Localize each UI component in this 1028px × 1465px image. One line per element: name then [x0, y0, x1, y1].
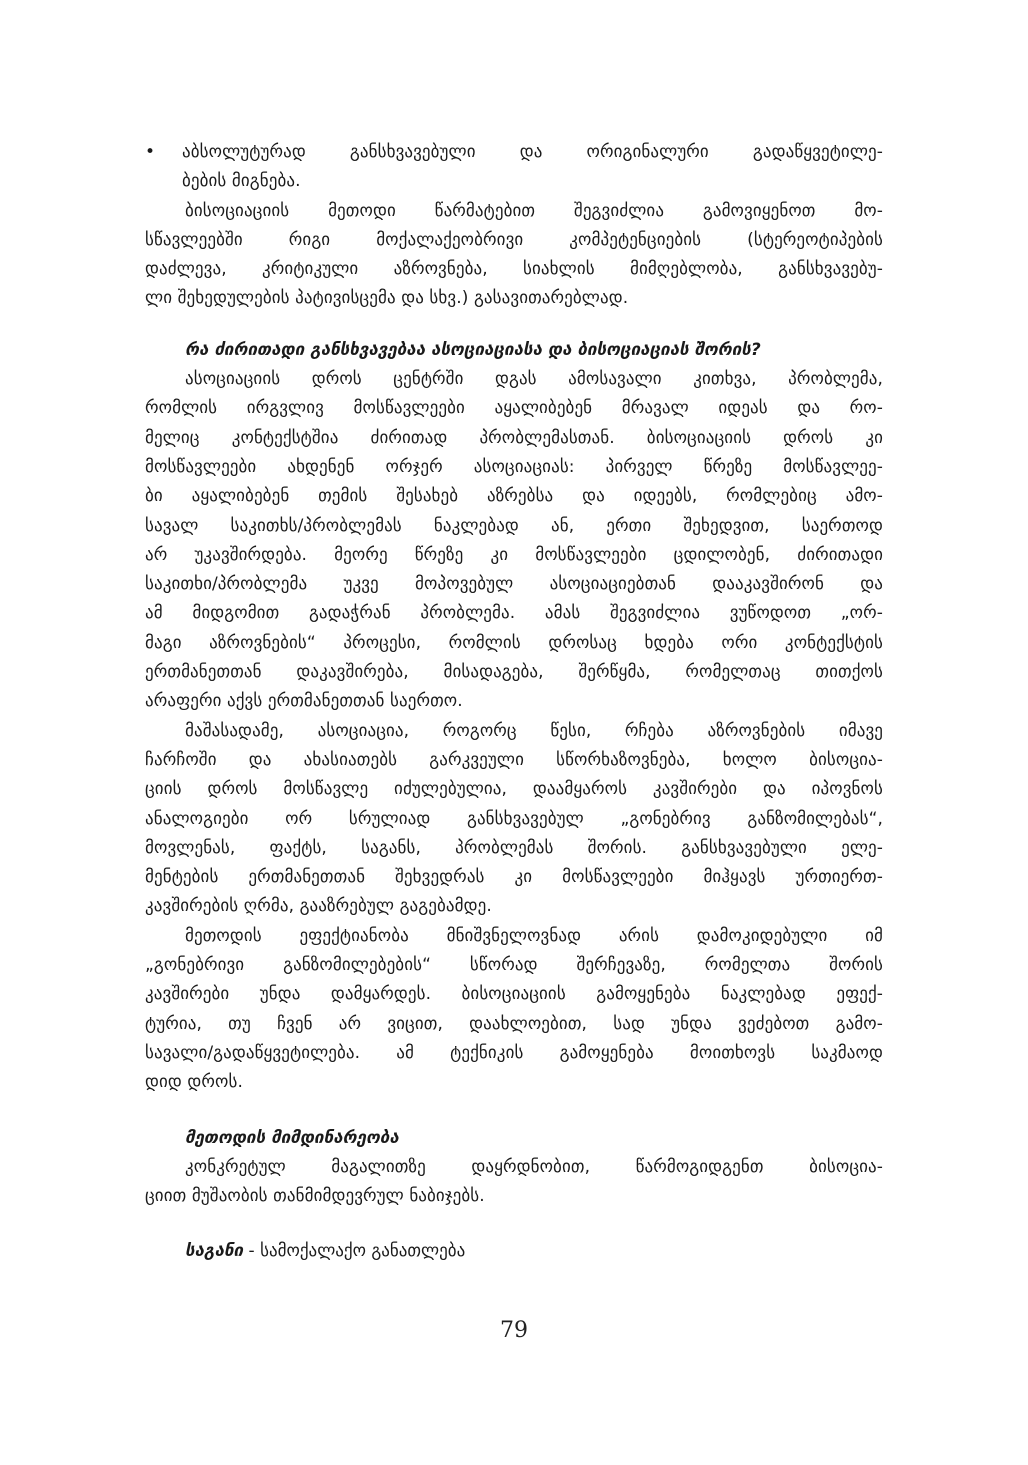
bullet-text-line: ბების მიგნება. — [182, 171, 301, 192]
text-line: მოსწავლეები ახდენენ ორჯერ ასოციაციას: პირველ წრეზე მოსწავლეე- — [145, 456, 883, 477]
text-line: ჩარჩოში და ახასიათებს გარკვეული სწორხაზოვნება, ხოლო ბისოცია- — [145, 749, 883, 770]
text-line: რომლის ირგვლივ მოსწავლეები აყალიბებენ მრავალ იდეას და რო- — [145, 398, 883, 419]
document-page — [145, 138, 883, 1267]
subject-text: - სამოქალაქო განათლება — [243, 1241, 466, 1262]
text-line: კავშირები უნდა დამყარდეს. ბისოციაციის გამოყენება ნაკლებად ეფექ- — [145, 984, 883, 1005]
text-line: ერთმანეთთან დაკავშირება, მისადაგება, შერწყმა, რომელთაც თითქოს — [145, 662, 883, 683]
text-line: მაგი აზროვნების“ პროცესი, რომლის დროსაც ხდება ორი კონტექსტის — [145, 632, 883, 653]
text-line: ტურია, თუ ჩვენ არ ვიცით, დაახლოებით, სად უნდა ვეძებოთ გამო- — [145, 1013, 883, 1034]
text-line: ასოციაციის დროს ცენტრში დგას ამოსავალი კითხვა, პრობლემა, — [185, 369, 883, 390]
text-line: დაძლევა, კრიტიკული აზროვნება, სიახლის მიმღებლობა, განსხვავებუ- — [145, 259, 883, 280]
text-line: ანალოგიები ორ სრულიად განსხვავებულ „გონებრივ განზომილებას“, — [145, 808, 883, 829]
text-line: მენტების ერთმანეთთან შეხვედრას კი მოსწავლეები მიჰყავს ურთიერთ- — [145, 867, 883, 888]
page-number: 79 — [500, 1318, 528, 1343]
paragraph-2 — [145, 365, 883, 717]
text-line: არ უკავშირდება. მეორე წრეზე კი მოსწავლეები ცდილობენ, ძირითადი — [145, 544, 883, 565]
paragraph-4 — [145, 922, 883, 1098]
text-line: სავალ საკითხს/პრობლემას ნაკლებად ან, ერთი შეხედვით, საერთოდ — [145, 515, 883, 536]
text-line: ლი შეხედულების პატივისცემა და სხვ.) გასავითარებლად. — [145, 288, 629, 309]
text-line: ამ მიდგომით გადაჭრან პრობლემა. ამას შეგვიძლია ვუწოდოთ „ორ- — [145, 603, 883, 624]
subject-line — [145, 1237, 883, 1266]
section-heading: მეთოდის მიმდინარეობა — [185, 1127, 399, 1148]
subject-label: საგანი — [185, 1241, 244, 1262]
text-line: ციის დროს მოსწავლე იძულებულია, დაამყაროს კავშირები და იპოვნოს — [145, 779, 883, 800]
text-line: „გონებრივი განზომილებების“ სწორად შერჩევაზე, რომელთა შორის — [145, 955, 883, 976]
text-line: სავალი/გადაწყვეტილება. ამ ტექნიკის გამოყენება მოითხოვს საკმაოდ — [145, 1042, 883, 1063]
text-line: მოვლენას, ფაქტს, საგანს, პრობლემას შორის. განსხვავებული ელე- — [145, 837, 883, 858]
section-heading: რა ძირითადი განსხვავებაა ასოციაციასა და ბისოციაციას შორის? — [185, 339, 761, 360]
paragraph-5 — [145, 1153, 883, 1212]
bullet-symbol: • — [145, 142, 156, 162]
text-line: საკითხი/პრობლემა უკვე მოპოვებულ ასოციაციებთან დააკავშირონ და — [145, 574, 883, 595]
text-line: არაფერი აქვს ერთმანეთთან საერთო. — [145, 691, 463, 712]
bullet-text-line: აბსოლუტურად განსხვავებული და ორიგინალური გადაწყვეტილე- — [182, 142, 883, 162]
text-line: კავშირების ღრმა, გააზრებულ გაგებამდე. — [145, 896, 492, 917]
text-line: დიდ დროს. — [145, 1072, 243, 1093]
text-line: კონკრეტულ მაგალითზე დაყრდნობით, წარმოგიდგენთ ბისოცია- — [185, 1156, 883, 1177]
text-line: ციით მუშაობის თანმიმდევრულ ნაბიჯებს. — [145, 1186, 485, 1207]
bullet-list-item — [145, 138, 883, 197]
text-line: სწავლეებში რიგი მოქალაქეობრივი კომპეტენციების (სტერეოტიპების — [145, 229, 883, 250]
text-line: მეთოდის ეფექტიანობა მნიშვნელოვნად არის დამოკიდებული იმ — [185, 925, 883, 946]
paragraph-3 — [145, 717, 883, 922]
paragraph-1 — [145, 197, 883, 314]
text-line: მაშასადამე, ასოციაცია, როგორც წესი, რჩება აზროვნების იმავე — [185, 720, 883, 741]
text-line: ბისოციაციის მეთოდი წარმატებით შეგვიძლია გამოვიყენოთ მო- — [185, 200, 883, 221]
text-line: ბი აყალიბებენ თემის შესახებ აზრებსა და იდეებს, რომლებიც ამო- — [145, 486, 883, 507]
text-line: მელიც კონტექსტშია ძირითად პრობლემასთან. ბისოციაციის დროს კი — [145, 427, 883, 448]
